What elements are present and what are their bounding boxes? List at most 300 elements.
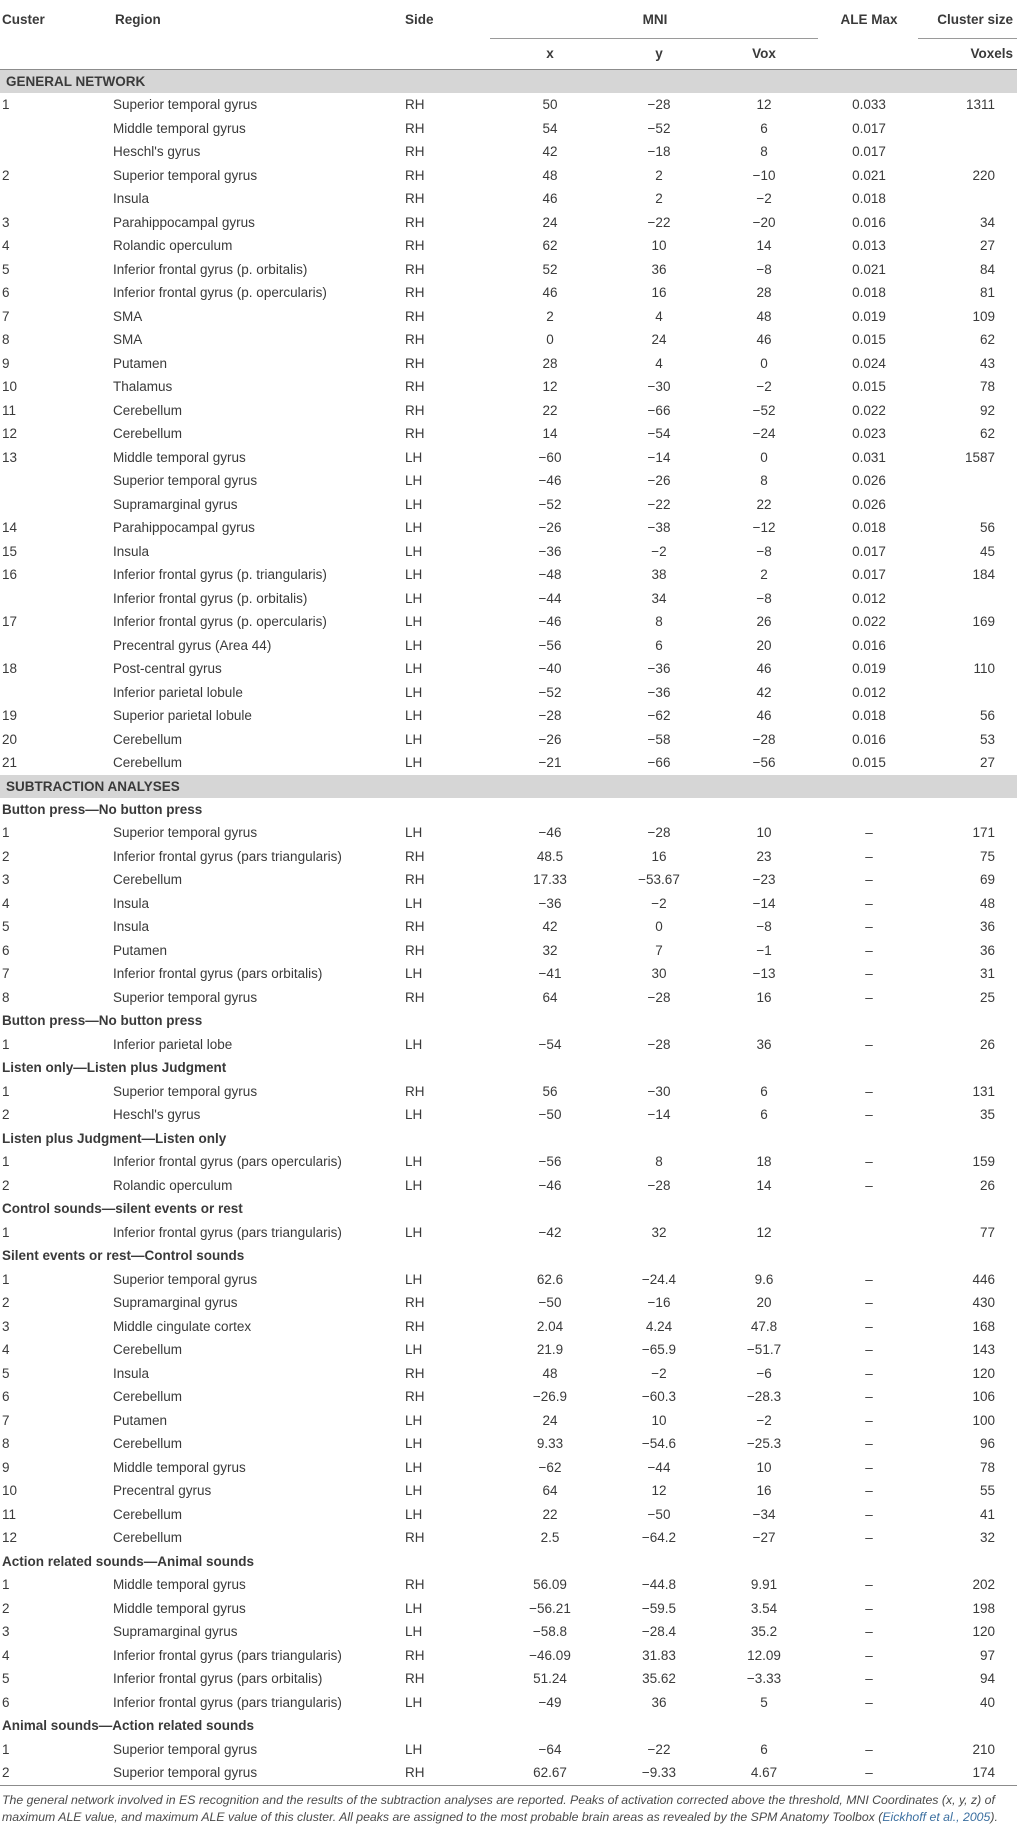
cell-ale-max: – (865, 1107, 873, 1122)
cell-region: Middle temporal gyrus (113, 1600, 246, 1616)
cell-side: RH (405, 942, 425, 958)
cell-voxels: 34 (980, 214, 996, 230)
cell-ale-max: 0.024 (852, 355, 886, 371)
contrast-subheading-row (0, 798, 1017, 822)
cell-voxels: 220 (972, 167, 996, 183)
cell-x: 52 (542, 261, 558, 277)
cell-voxels: 26 (980, 1177, 996, 1193)
cell-region: Insula (113, 1365, 150, 1381)
cell-cluster: 2 (2, 848, 10, 864)
footnote-citation-link[interactable]: Eickhoff et al., 2005 (882, 1809, 991, 1824)
cell-region: Middle temporal gyrus (113, 1459, 246, 1475)
contrast-subheading: Action related sounds—Animal sounds (2, 1553, 255, 1569)
cell-cluster: 2 (2, 1107, 10, 1122)
cell-cluster: 1 (2, 1741, 10, 1757)
cell-x: 51.24 (533, 1671, 567, 1686)
table-row (0, 1150, 1017, 1174)
cell-side: RH (405, 285, 425, 300)
table-row (0, 281, 1017, 305)
table-row (0, 986, 1017, 1010)
cell-ale-max: 0.016 (852, 637, 886, 653)
cell-side: RH (405, 402, 425, 418)
cell-vox: 20 (756, 1295, 772, 1310)
cell-y: 24 (651, 332, 667, 347)
cell-voxels: 1311 (966, 97, 996, 112)
cell-ale-max: 0.018 (852, 191, 886, 206)
cell-region: SMA (113, 332, 143, 347)
cell-side: LH (405, 1459, 423, 1475)
cell-y: −30 (647, 1083, 671, 1099)
cell-side: LH (405, 1694, 423, 1710)
table-row (0, 1526, 1017, 1550)
header-y: y (608, 39, 708, 70)
table-row (0, 493, 1017, 517)
cell-voxels: 198 (972, 1600, 996, 1616)
cell-vox: 4.67 (708, 1761, 818, 1785)
cell-y: 12 (651, 1483, 667, 1498)
cell-region: Rolandic operculum (113, 238, 233, 253)
cell-x: 0 (546, 332, 554, 347)
table-row (0, 657, 1017, 681)
contrast-subheading: Button press—No button press (2, 801, 203, 817)
cell-side: LH (405, 1412, 423, 1428)
cell-ale-max: 0.017 (852, 120, 886, 136)
cell-x: 42 (542, 144, 558, 159)
cell-y: 34 (651, 590, 667, 606)
table-row (0, 845, 1017, 869)
cell-y: 38 (651, 567, 667, 582)
cell-voxels: 26 (980, 1036, 996, 1052)
cell-x: 62.6 (536, 1271, 564, 1287)
cell-region: Cerebellum (113, 426, 183, 441)
cell-x: 21.9 (536, 1342, 564, 1357)
cell-region: Insula (113, 919, 150, 934)
table-row (0, 516, 1017, 540)
cell-vox: 18 (756, 1154, 772, 1169)
cell-voxels: 92 (980, 402, 996, 418)
table-row (0, 328, 1017, 352)
cell-cluster: 1 (2, 1577, 10, 1592)
cell-voxels: 120 (972, 1624, 996, 1639)
cell-vox: −24 (752, 426, 776, 441)
cell-ale-max: 0.019 (852, 308, 886, 324)
table-row (0, 164, 1017, 188)
cell-y: 8 (655, 1154, 663, 1169)
table-row (0, 1315, 1017, 1339)
table-row (0, 962, 1017, 986)
cell-side: RH (405, 872, 425, 887)
cell-voxels: 25 (980, 989, 996, 1005)
cell-x: 64 (542, 989, 558, 1005)
cell-x: 56 (542, 1083, 558, 1099)
header-x: x (490, 39, 608, 70)
cell-cluster: 6 (2, 1694, 10, 1710)
cell-side: LH (405, 825, 423, 840)
cell-x: −56 (538, 1154, 562, 1169)
cell-region: Middle temporal gyrus (113, 1577, 246, 1592)
cell-ale-max: – (865, 825, 873, 840)
cell-voxels: 1587 (964, 449, 996, 465)
cell-ale-max: – (865, 1318, 873, 1334)
cell-x: 54 (542, 120, 558, 136)
cell-vox: −28 (752, 731, 776, 747)
cell-ale-max: 0.013 (852, 238, 886, 253)
cell-voxels: 77 (980, 1224, 996, 1240)
cell-region: Precentral gyrus (Area 44) (113, 637, 272, 653)
table-row (0, 1456, 1017, 1480)
contrast-subheading: Silent events or rest—Control sounds (2, 1248, 245, 1263)
cell-cluster (0, 681, 113, 705)
table-footnote (0, 1786, 1016, 1826)
header-side: Side (405, 12, 434, 27)
cell-ale-max: 0.023 (852, 426, 886, 441)
cell-x: −48 (538, 567, 562, 582)
cell-region: Middle temporal gyrus (113, 449, 246, 465)
cell-y: −65.9 (641, 1342, 677, 1357)
cell-side: RH (405, 238, 425, 253)
cell-side: RH (405, 379, 425, 394)
table-row (0, 258, 1017, 282)
header-cluster: Custer (2, 12, 45, 27)
cell-x: 2 (546, 308, 554, 324)
cell-ale-max: – (865, 1459, 873, 1475)
cell-ale-max: – (865, 989, 873, 1005)
section-header (0, 775, 1017, 798)
cell-ale-max: – (865, 1436, 873, 1451)
cell-voxels: 41 (980, 1506, 996, 1522)
cell-vox: −8 (756, 919, 772, 934)
cell-vox: 36 (756, 1036, 772, 1052)
cell-region: Cerebellum (113, 1389, 183, 1404)
cell-ale-max: – (865, 1483, 873, 1498)
cell-y: −30 (647, 379, 671, 394)
cell-side: LH (405, 1600, 423, 1616)
cell-ale-max: – (865, 1389, 873, 1404)
cell-vox: 22 (756, 496, 772, 512)
cell-y: −2 (651, 543, 667, 559)
cell-side: LH (405, 1506, 423, 1522)
cell-vox: −3.33 (746, 1671, 782, 1686)
table-row (0, 610, 1017, 634)
contrast-subheading: Listen plus Judgment—Listen only (2, 1130, 227, 1146)
cell-y: −2 (651, 895, 667, 911)
cell-y: −28 (647, 825, 671, 840)
section-title: SUBTRACTION ANALYSES (0, 775, 1017, 798)
cell-side: LH (405, 1342, 423, 1357)
cell-y: −50 (647, 1506, 671, 1522)
cell-x: 12 (542, 379, 558, 394)
table-row (0, 728, 1017, 752)
cell-vox: 3.54 (750, 1600, 778, 1616)
cell-cluster: 7 (2, 1412, 10, 1428)
cell-ale-max: – (865, 1342, 873, 1357)
cell-ale-max: 0.019 (852, 661, 886, 676)
cell-region: Middle temporal gyrus (113, 120, 246, 136)
contrast-subheading-row (0, 1244, 1017, 1268)
cell-ale-max: – (865, 966, 873, 981)
cell-y: −53.67 (638, 872, 680, 887)
cell-voxels: 109 (972, 308, 996, 324)
cell-vox: −2 (756, 191, 772, 206)
cell-cluster: 15 (2, 543, 18, 559)
cell-cluster: 1 (2, 825, 10, 840)
cell-y: −22 (647, 214, 671, 230)
header-ale-max: ALE Max (840, 12, 898, 27)
cell-region: Inferior frontal gyrus (pars triangularis) (113, 1224, 342, 1240)
cell-voxels: 45 (980, 543, 996, 559)
header-vox: Vox (708, 39, 818, 70)
cell-x: 48 (542, 1365, 558, 1381)
cell-vox: −25.3 (746, 1436, 782, 1451)
cell-ale-max: 0.022 (852, 402, 886, 418)
cell-ale-max: 0.017 (852, 567, 886, 582)
cell-vox: 9.91 (750, 1577, 778, 1592)
cell-cluster: 14 (2, 520, 18, 535)
cell-y: 10 (651, 238, 667, 253)
cell-voxels: 106 (972, 1389, 996, 1404)
cell-region: Insula (113, 191, 150, 206)
cell-side: LH (405, 496, 423, 512)
cell-x: −49 (538, 1694, 562, 1710)
cell-side: RH (405, 167, 425, 183)
cell-ale-max: 0.016 (852, 214, 886, 230)
cell-voxels: 56 (980, 708, 996, 723)
cell-side: LH (405, 1224, 423, 1240)
cell-y: −44 (647, 1459, 671, 1475)
cell-region: SMA (113, 308, 143, 324)
header-voxels: Voxels (918, 39, 1017, 70)
cell-voxels: 36 (980, 942, 996, 958)
table-row (0, 1174, 1017, 1198)
cell-region: Superior temporal gyrus (113, 1761, 403, 1785)
table-row (0, 1761, 1017, 1785)
cell-vox: 14 (756, 238, 772, 253)
contrast-subheading-row (0, 1550, 1017, 1574)
cell-x: 46 (542, 191, 558, 206)
cell-cluster: 7 (2, 308, 10, 324)
cell-side: LH (405, 755, 423, 770)
footnote-end: ). (990, 1809, 998, 1824)
table-row (0, 1479, 1017, 1503)
cell-x: 2.04 (536, 1318, 564, 1334)
table-row (0, 1667, 1017, 1691)
cell-voxels: 75 (980, 848, 996, 864)
cell-ale-max: – (865, 1694, 873, 1710)
cell-cluster: 1 (2, 1083, 10, 1099)
table-row (0, 1691, 1017, 1715)
cell-vox: 26 (756, 614, 772, 629)
cell-voxels: 202 (972, 1577, 996, 1592)
cell-vox: 23 (756, 848, 772, 864)
cell-side: RH (405, 97, 425, 112)
cell-ale-max: 0.026 (852, 473, 886, 488)
cell-side: LH (405, 1436, 423, 1451)
cell-side: LH (405, 731, 423, 747)
table-row (0, 1080, 1017, 1104)
cell-region: Insula (113, 543, 150, 559)
cell-region: Inferior frontal gyrus (pars opercularis) (113, 1154, 342, 1169)
cell-x: 50 (542, 97, 558, 112)
cell-x: 14 (542, 426, 558, 441)
cell-cluster: 3 (2, 214, 10, 230)
cell-side: LH (405, 1271, 423, 1287)
cell-vox: −8 (756, 543, 772, 559)
cell-region: Superior temporal gyrus (113, 97, 258, 112)
cell-cluster (0, 469, 113, 493)
cell-vox: −2 (756, 379, 772, 394)
cell-x: −50 (538, 1295, 562, 1310)
cell-y: −28 (647, 989, 671, 1005)
cell-voxels: 27 (980, 238, 996, 253)
cell-region: Inferior parietal lobe (113, 1036, 233, 1052)
cell-cluster: 9 (2, 1459, 10, 1475)
cell-vox: 42 (756, 684, 772, 700)
cell-x: 24 (542, 1412, 558, 1428)
table-row (0, 140, 1017, 164)
cell-voxels: 55 (980, 1483, 996, 1498)
cell-side: LH (405, 1624, 423, 1639)
table-header (0, 0, 1017, 70)
cell-cluster: 9 (2, 355, 10, 371)
cell-region: Cerebellum (113, 872, 183, 887)
cell-ale-max: 0.017 (852, 543, 886, 559)
cell-y: −36 (647, 661, 671, 676)
cell-cluster: 4 (2, 238, 10, 253)
cell-ale-max: – (865, 1600, 873, 1616)
cell-cluster: 10 (2, 379, 18, 394)
cell-ale-max: – (865, 1295, 873, 1310)
cell-x: −26 (538, 731, 562, 747)
cell-side: LH (405, 661, 423, 676)
cell-cluster: 19 (2, 708, 18, 723)
cell-y: −59.5 (641, 1600, 677, 1616)
cell-voxels: 43 (980, 355, 996, 371)
cell-vox: −10 (752, 167, 776, 183)
cell-cluster: 11 (2, 1506, 17, 1522)
cell-ale-max: – (865, 1506, 873, 1522)
table-row (0, 751, 1017, 775)
cell-side: RH (405, 332, 425, 347)
cell-x: 28 (542, 355, 558, 371)
cell-vox: −34 (752, 1506, 776, 1522)
cell-voxels: 171 (972, 825, 996, 840)
cell-region: Middle cingulate cortex (113, 1318, 252, 1334)
contrast-subheading: Control sounds—silent events or rest (2, 1201, 243, 1216)
cell-y: −52 (647, 120, 671, 136)
cell-y: 30 (651, 966, 667, 981)
cell-region: Superior parietal lobule (113, 708, 252, 723)
table-row (0, 1620, 1017, 1644)
cell-cluster: 12 (2, 426, 18, 441)
cell-x: 17.33 (533, 872, 567, 887)
cell-vox: 47.8 (750, 1318, 778, 1334)
contrast-subheading-row (0, 1197, 1017, 1221)
cell-ale-max: 0.021 (852, 261, 886, 277)
cell-y: −14 (647, 449, 671, 465)
cell-cluster: 5 (2, 1365, 10, 1381)
cell-voxels (918, 587, 1017, 611)
cell-ale-max: – (865, 1365, 873, 1381)
cell-y: −28.4 (641, 1624, 677, 1639)
cell-cluster: 1 (2, 1036, 10, 1052)
cell-region: Inferior frontal gyrus (pars triangularis) (113, 1694, 342, 1710)
cell-cluster: 8 (2, 332, 10, 347)
cell-cluster: 17 (2, 614, 18, 629)
header-mni: MNI (490, 0, 818, 39)
cell-x: −36 (538, 543, 562, 559)
cell-cluster: 4 (2, 895, 10, 911)
cell-y: 2 (655, 191, 663, 206)
cell-voxels: 31 (980, 966, 996, 981)
cell-ale-max: – (865, 1271, 873, 1287)
cell-y: 36 (651, 261, 667, 277)
cell-ale-max: 0.017 (852, 144, 886, 159)
cell-voxels: 184 (972, 567, 996, 582)
cell-side: LH (405, 1154, 423, 1169)
cell-ale-max: – (865, 942, 873, 958)
cell-side: RH (405, 1083, 425, 1099)
table-row (0, 187, 1017, 211)
cell-y: −58 (647, 731, 671, 747)
cell-cluster: 4 (2, 1342, 10, 1357)
cell-x: −58.8 (532, 1624, 568, 1639)
cell-side: RH (405, 120, 425, 136)
cell-vox: 10 (756, 825, 772, 840)
cell-region: Cerebellum (113, 402, 183, 418)
cell-vox: 6 (760, 120, 768, 136)
cell-ale-max: 0.012 (852, 590, 886, 606)
cell-side: RH (405, 214, 425, 230)
cell-voxels (918, 117, 1017, 141)
cell-cluster: 11 (2, 402, 17, 418)
table-row (0, 1573, 1017, 1597)
cell-cluster: 1 (2, 97, 10, 112)
cell-cluster: 8 (2, 989, 10, 1005)
table-row (0, 681, 1017, 705)
table-row (0, 1221, 1017, 1245)
cell-y: −64.2 (641, 1530, 677, 1545)
cell-x: −28 (538, 708, 562, 723)
cell-side: LH (405, 966, 423, 981)
cell-cluster: 2 (2, 1177, 10, 1193)
cell-region: Cerebellum (113, 731, 183, 747)
cell-voxels: 36 (980, 919, 996, 934)
cell-y: −14 (647, 1107, 671, 1122)
cell-vox: −28.3 (746, 1389, 782, 1404)
cell-side: LH (405, 520, 423, 535)
table-row (0, 446, 1017, 470)
cell-cluster: 5 (2, 261, 10, 277)
cell-region: Putamen (113, 942, 168, 958)
cell-x: −21 (538, 755, 562, 770)
cell-voxels (918, 187, 1017, 211)
cell-ale-max: 0.021 (852, 167, 886, 183)
cell-y: 6 (655, 637, 663, 653)
cell-x: 64 (542, 1483, 558, 1498)
cell-y: 35.62 (642, 1671, 676, 1686)
cell-cluster: 6 (2, 1389, 10, 1404)
cell-x: 62 (542, 238, 558, 253)
cell-vox: −14 (752, 895, 776, 911)
cell-cluster: 2 (2, 1295, 10, 1310)
cell-ale-max: – (865, 1154, 873, 1169)
cell-side: RH (405, 1647, 425, 1663)
table-row (0, 234, 1017, 258)
cell-side: LH (405, 1107, 423, 1122)
table-row (0, 1409, 1017, 1433)
cell-region: Inferior frontal gyrus (p. orbitalis) (113, 590, 308, 606)
cell-y: −18 (647, 144, 671, 159)
